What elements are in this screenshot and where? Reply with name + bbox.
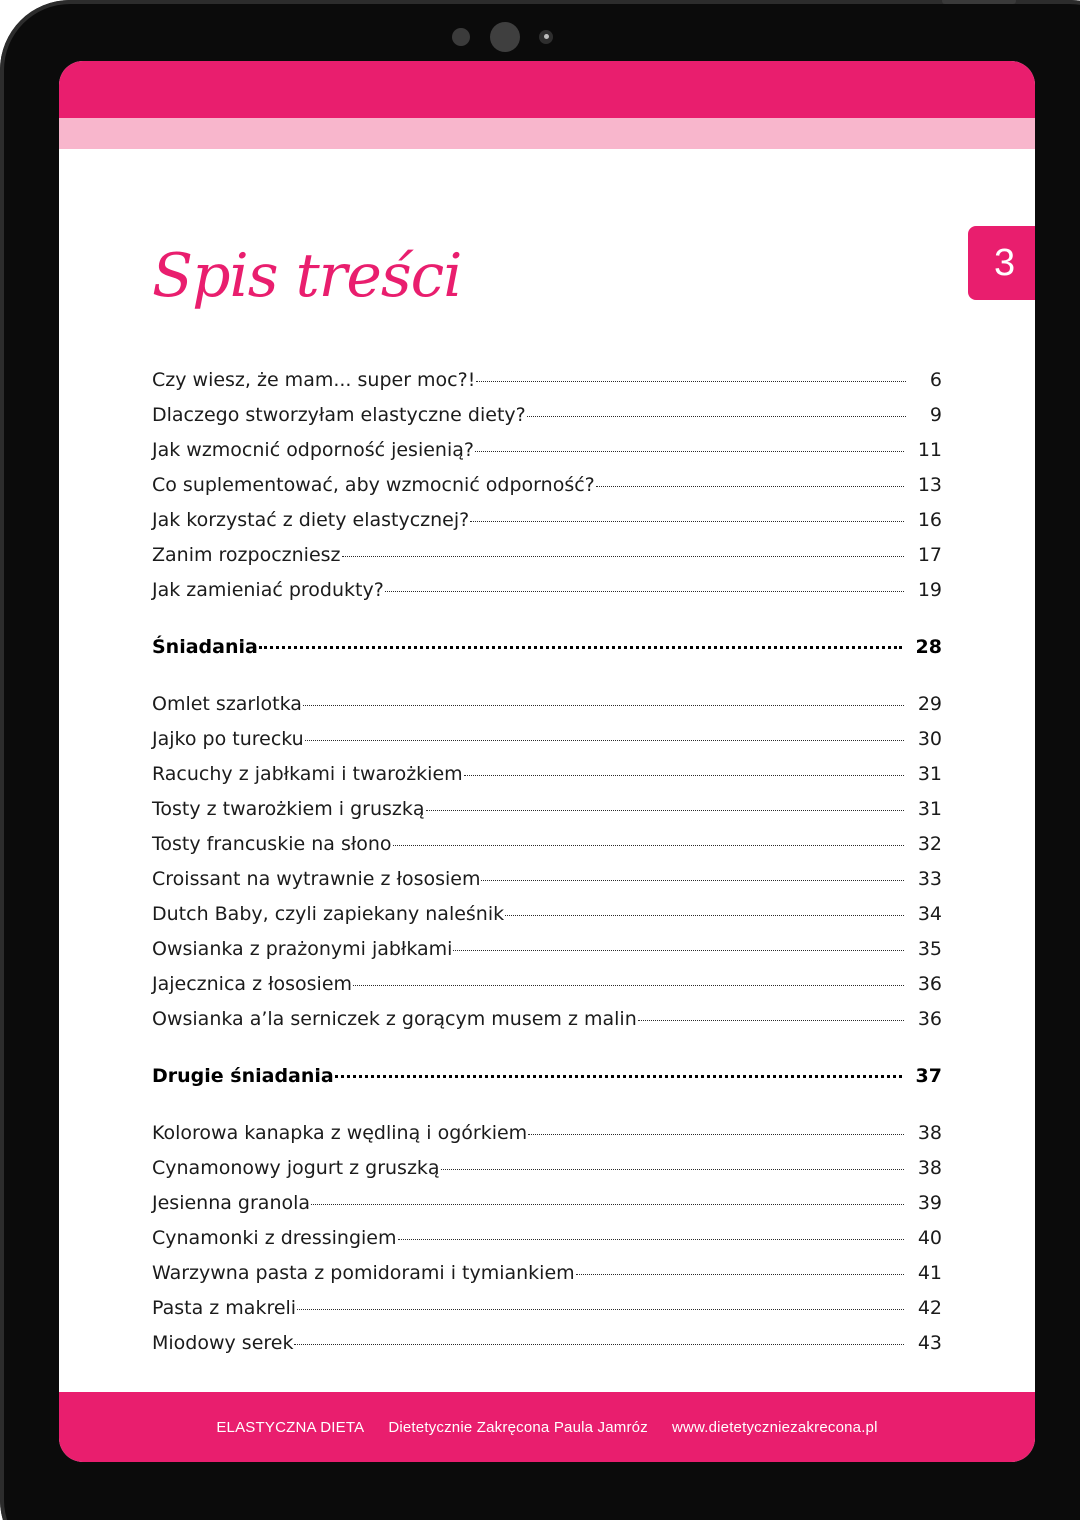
toc-label: Miodowy serek: [152, 1332, 294, 1354]
sensor-icon: [452, 28, 470, 46]
toc-page-number: 30: [917, 728, 942, 750]
footer-brand: ELASTYCZNA DIETA: [216, 1418, 365, 1436]
toc-page-number: 31: [917, 763, 942, 785]
header-band: [59, 61, 1035, 118]
toc-label: Drugie śniadania: [152, 1065, 334, 1087]
screen: [59, 61, 1035, 1462]
toc-page-number: 31: [917, 798, 942, 820]
toc-entry[interactable]: [152, 967, 942, 1002]
toc-leader-dots: [476, 381, 906, 382]
toc-entry[interactable]: [152, 1151, 942, 1186]
toc-page-number: 17: [917, 544, 942, 566]
toc-label: Czy wiesz, że mam... super moc?!: [152, 369, 476, 391]
footer-author: Dietetycznie Zakręcona Paula Jamróz: [388, 1418, 648, 1436]
toc-label: Jak korzystać z diety elastycznej?: [152, 509, 470, 531]
toc-leader-dots: [335, 1075, 902, 1078]
section-spacer: [152, 1037, 942, 1059]
toc-page-number: 36: [917, 973, 942, 995]
toc-page-number: 6: [929, 369, 942, 391]
toc-entry[interactable]: [152, 1221, 942, 1256]
toc-page-number: 19: [917, 579, 942, 601]
toc-entry[interactable]: [152, 897, 942, 932]
toc-label: Warzywna pasta z pomidorami i tymiankiem: [152, 1262, 575, 1284]
toc-page-number: 37: [915, 1065, 942, 1087]
toc-label: Jak zamieniać produkty?: [152, 579, 384, 601]
toc-label: Tosty z twarożkiem i gruszką: [152, 798, 425, 820]
toc-leader-dots: [303, 705, 904, 706]
section-spacer: [152, 1094, 942, 1116]
toc-label: Kolorowa kanapka z wędliną i ogórkiem: [152, 1122, 528, 1144]
toc-label: Owsianka z prażonymi jabłkami: [152, 938, 453, 960]
toc-label: Dlaczego stworzyłam elastyczne diety?: [152, 404, 526, 426]
toc-leader-dots: [353, 985, 904, 986]
toc-leader-dots: [453, 950, 903, 951]
toc-label: Cynamonki z dressingiem: [152, 1227, 397, 1249]
toc-leader-dots: [259, 646, 902, 649]
toc-leader-dots: [505, 915, 904, 916]
toc-page-number: 28: [915, 636, 942, 658]
page-title: Spis treści: [152, 241, 462, 311]
toc-label: Tosty francuskie na słono: [152, 833, 392, 855]
toc-leader-dots: [398, 1239, 904, 1240]
toc-page-number: 16: [917, 509, 942, 531]
toc-page-number: 36: [917, 1008, 942, 1030]
toc-label: Omlet szarlotka: [152, 693, 302, 715]
toc-leader-dots: [470, 521, 904, 522]
toc-leader-dots: [294, 1344, 903, 1345]
toc-leader-dots: [527, 416, 906, 417]
toc-leader-dots: [297, 1309, 904, 1310]
toc-entry[interactable]: [152, 757, 942, 792]
toc-entry[interactable]: [152, 433, 942, 468]
table-of-contents: [152, 363, 942, 1361]
power-button: [942, 0, 1016, 4]
toc-label: Pasta z makreli: [152, 1297, 297, 1319]
toc-leader-dots: [638, 1020, 904, 1021]
toc-page-number: 11: [917, 439, 942, 461]
toc-entry[interactable]: [152, 792, 942, 827]
toc-entry[interactable]: [152, 827, 942, 862]
toc-page-number: 29: [917, 693, 942, 715]
toc-entry[interactable]: [152, 1256, 942, 1291]
toc-entry[interactable]: [152, 1326, 942, 1361]
footer-website[interactable]: www.dietetyczniezakrecona.pl: [671, 1418, 878, 1436]
toc-leader-dots: [305, 740, 904, 741]
toc-leader-dots: [311, 1204, 904, 1205]
toc-leader-dots: [596, 486, 904, 487]
toc-leader-dots: [441, 1169, 904, 1170]
toc-entry[interactable]: [152, 932, 942, 967]
light-sensor-icon: [539, 30, 553, 44]
footer: [59, 1392, 1035, 1462]
section-spacer: [152, 608, 942, 630]
toc-label: Jajko po turecku: [152, 728, 304, 750]
section-spacer: [152, 665, 942, 687]
toc-section[interactable]: [152, 630, 942, 665]
toc-page-number: 39: [917, 1192, 942, 1214]
toc-entry[interactable]: [152, 687, 942, 722]
toc-leader-dots: [393, 845, 904, 846]
toc-leader-dots: [528, 1134, 904, 1135]
toc-leader-dots: [475, 451, 904, 452]
toc-label: Dutch Baby, czyli zapiekany naleśnik: [152, 903, 505, 925]
toc-label: Owsianka a’la serniczek z gorącym musem z malin: [152, 1008, 637, 1030]
toc-leader-dots: [481, 880, 903, 881]
toc-entry[interactable]: [152, 862, 942, 897]
toc-page-number: 38: [917, 1157, 942, 1179]
toc-page-number: 34: [917, 903, 942, 925]
toc-label: Co suplementować, aby wzmocnić odporność?: [152, 474, 595, 496]
toc-entry[interactable]: [152, 468, 942, 503]
toc-entry[interactable]: [152, 1002, 942, 1037]
camera-icon: [490, 22, 520, 52]
toc-label: Jajecznica z łososiem: [152, 973, 353, 995]
toc-label: Śniadania: [152, 636, 258, 658]
toc-page-number: 13: [917, 474, 942, 496]
toc-entry[interactable]: [152, 573, 942, 608]
header-band-light: [59, 118, 1035, 149]
toc-leader-dots: [342, 556, 904, 557]
toc-leader-dots: [464, 775, 904, 776]
toc-label: Zanim rozpoczniesz: [152, 544, 341, 566]
toc-page-number: 38: [917, 1122, 942, 1144]
toc-section[interactable]: [152, 1059, 942, 1094]
toc-leader-dots: [385, 591, 904, 592]
toc-entry[interactable]: [152, 538, 942, 573]
toc-page-number: 9: [929, 404, 942, 426]
toc-entry[interactable]: [152, 398, 942, 433]
toc-page-number: 35: [917, 938, 942, 960]
toc-page-number: 32: [917, 833, 942, 855]
toc-entry[interactable]: [152, 503, 942, 538]
toc-entry[interactable]: [152, 1291, 942, 1326]
toc-page-number: 42: [917, 1297, 942, 1319]
toc-page-number: 40: [917, 1227, 942, 1249]
toc-page-number: 41: [917, 1262, 942, 1284]
toc-leader-dots: [426, 810, 904, 811]
toc-label: Jesienna granola: [152, 1192, 311, 1214]
toc-leader-dots: [576, 1274, 904, 1275]
toc-page-number: 43: [917, 1332, 942, 1354]
toc-label: Croissant na wytrawnie z łososiem: [152, 868, 481, 890]
page-number-tab: 3: [968, 226, 1035, 300]
toc-label: Racuchy z jabłkami i twarożkiem: [152, 763, 463, 785]
toc-entry[interactable]: [152, 722, 942, 757]
toc-entry[interactable]: [152, 1186, 942, 1221]
toc-label: Cynamonowy jogurt z gruszką: [152, 1157, 440, 1179]
toc-label: Jak wzmocnić odporność jesienią?: [152, 439, 474, 461]
toc-entry[interactable]: [152, 363, 942, 398]
toc-page-number: 33: [917, 868, 942, 890]
toc-entry[interactable]: [152, 1116, 942, 1151]
